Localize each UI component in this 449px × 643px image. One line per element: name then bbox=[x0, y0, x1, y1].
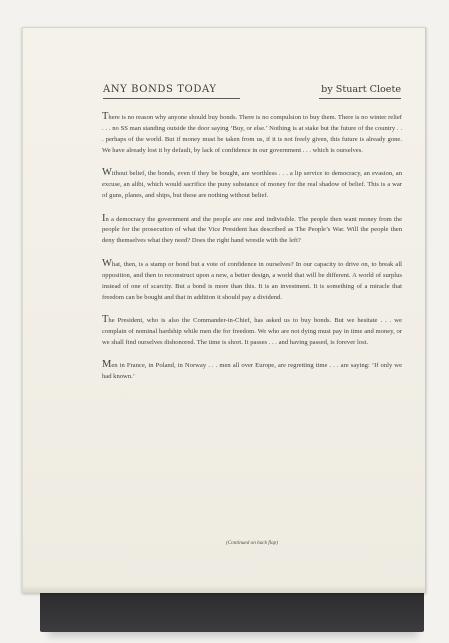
drop-letter: W bbox=[102, 167, 112, 179]
author-byline: by Stuart Cloete bbox=[321, 84, 401, 95]
paragraph-2 bbox=[102, 169, 402, 202]
article-body bbox=[102, 113, 402, 396]
paragraph-text: ithout belief, the bonds, even if they be bought, are worthless . . . a lip service to democracy, an evasion, an excuse, an alibi, which would sacrifice the puny substance of money for the real shadow of belief. This is a war of guns, planes, and ships, but these are nothing without belief. bbox=[102, 170, 402, 200]
author-underline bbox=[319, 98, 401, 99]
paragraph-text: n a democracy the government and the people are one and indivisible. The people then want money from the people for the prosecution of what the Vice President has described as The People’s War. Will the people then deny themselves what they need? Does the right hand wrestle with the left? bbox=[102, 215, 402, 245]
page-title: ANY BONDS TODAY bbox=[103, 84, 217, 95]
paragraph-5 bbox=[102, 316, 402, 349]
paragraph-4 bbox=[102, 257, 402, 304]
paragraph-1 bbox=[102, 113, 402, 157]
jacket-header bbox=[103, 84, 401, 98]
paragraph-text: hat, then, is a stamp or bond but a vote of confidence in ourselves? In our capacity to drive on, to break all opposition, and then to reconstruct upon a new, a better design, a world that will be different. A world of surplus instead of one of scarcity. But a bond is more than this. It is an investment. It is something of a miracle that freedom can be bought and that in addition it should pay a dividend. bbox=[102, 260, 402, 301]
drop-letter: T bbox=[102, 314, 109, 326]
paragraph-text: en in France, in Poland, in Norway . . . men all over Europe, are regretting time . . . are saying: ‘If only we had known.’ bbox=[102, 362, 402, 381]
drop-letter: W bbox=[102, 257, 112, 269]
drop-letter: I bbox=[102, 212, 106, 224]
book-board-edge bbox=[40, 592, 424, 632]
drop-letter: T bbox=[102, 111, 109, 122]
paragraph-3 bbox=[102, 212, 402, 248]
title-underline bbox=[103, 98, 240, 99]
paragraph-text: here is no reason why anyone should buy bonds. There is no compulsion to buy them. There is no winter relief . . . no SS man standing outside the door saying ‘Buy, or else.’ Nothing is at stake but the future of the country . . . perhaps of the world. But if money must be taken from us, if it is not freely given, this future is already gone. We have already lost it by default, by lack of confidence in our government . . . which is ourselves. bbox=[102, 114, 402, 154]
drop-letter: M bbox=[102, 359, 112, 371]
paragraph-text: he President, who is also the Commander-in-Chief, has asked us to buy bonds. But we hesitate . . . we complain of nominal hardship while men die for freedom. We who are not dying must pay in time and money, or we shall find ourselves dishonored. The time is short. It passes . . . and having passed, is forever lost. bbox=[102, 317, 402, 346]
continued-note: (Continued on back flap) bbox=[225, 540, 278, 546]
paragraph-6 bbox=[102, 361, 402, 383]
